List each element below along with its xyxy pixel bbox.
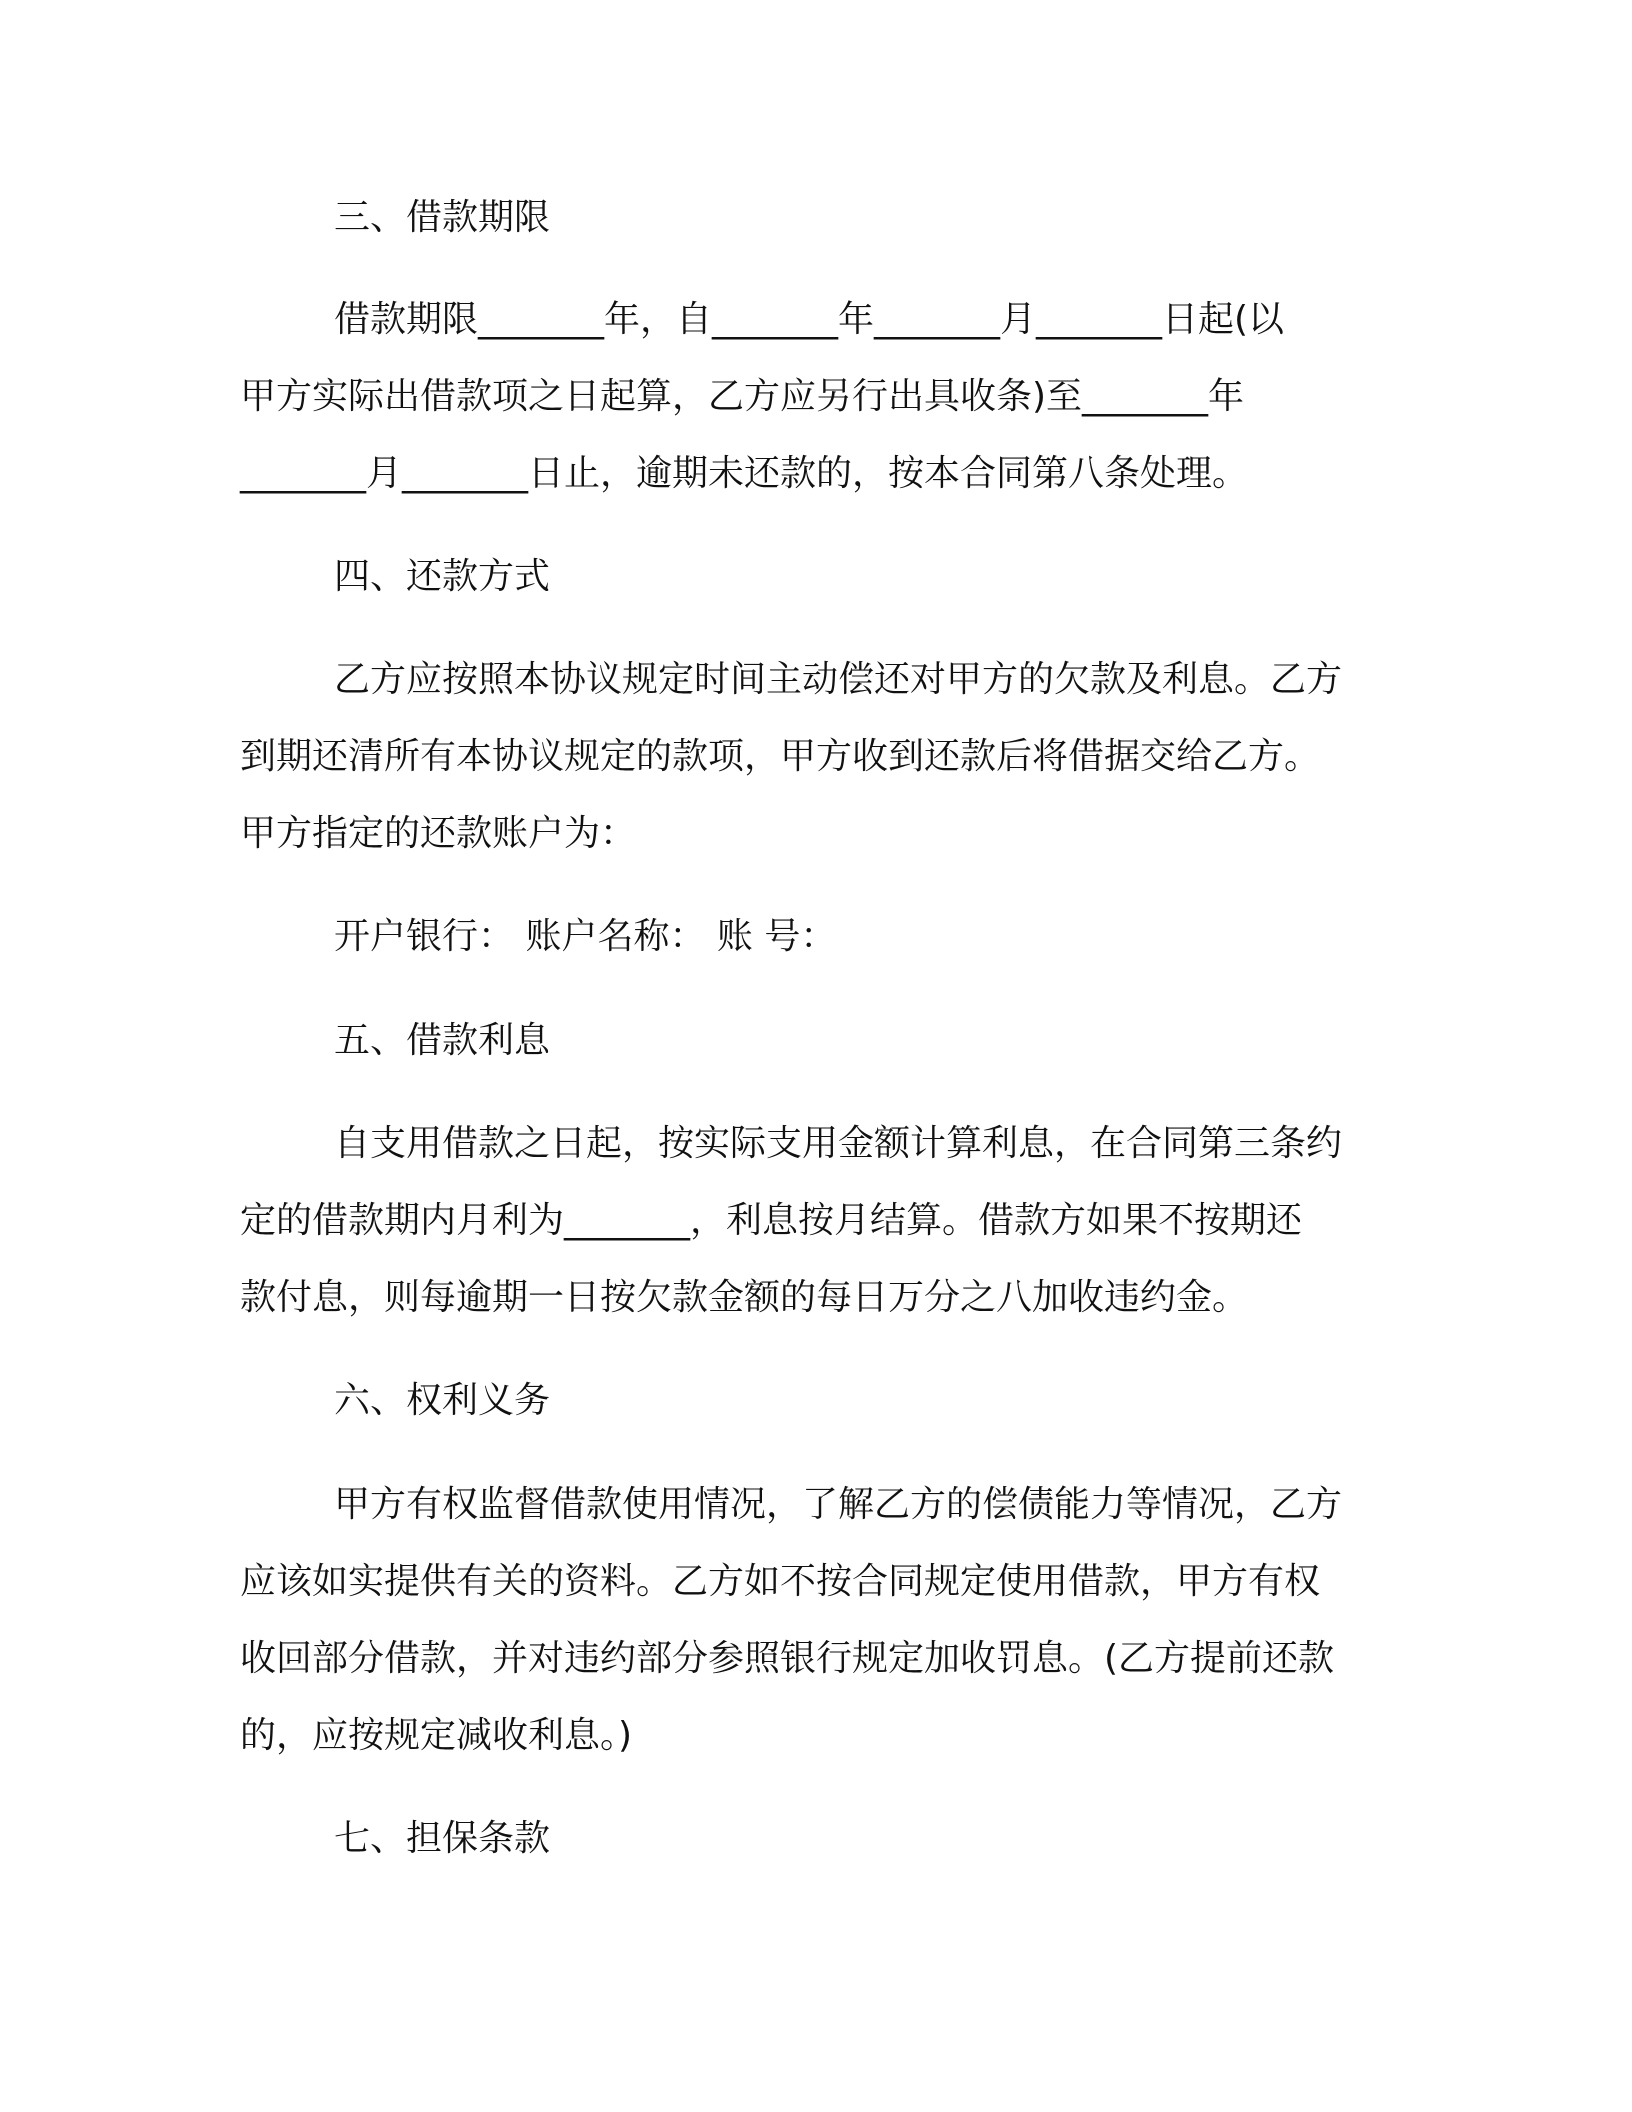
section-heading-loan-interest: 五、借款利息 [334,1020,551,1061]
section-heading-loan-term: 三、借款期限 [334,197,551,238]
section-heading-rights-obligations: 六、权利义务 [334,1380,551,1421]
repayment-line-3: 甲方指定的还款账户为： [240,813,637,854]
section-heading-repayment-method: 四、还款方式 [334,556,551,597]
rights-line-4: 的，应按规定减收利息。) [240,1715,633,1756]
repayment-line-1: 乙方应按照本协议规定时间主动偿还对甲方的欠款及利息。乙方 [334,659,1343,700]
interest-line-2: 定的借款期内月利为_______，利息按月结算。借款方如果不按期还 [240,1200,1303,1241]
loan-term-line-2: 甲方实际出借款项之日起算，乙方应另行出具收条)至_______年 [240,376,1245,417]
loan-term-line-1: 借款期限_______年，自_______年_______月_______日起(以 [334,299,1285,340]
interest-line-1: 自支用借款之日起，按实际支用金额计算利息，在合同第三条约 [334,1123,1343,1164]
account-info-line: 开户银行： 账户名称： 账 号： [334,916,837,957]
interest-line-3: 款付息，则每逾期一日按欠款金额的每日万分之八加收违约金。 [240,1277,1249,1318]
repayment-line-2: 到期还清所有本协议规定的款项，甲方收到还款后将借据交给乙方。 [240,736,1321,777]
rights-line-1: 甲方有权监督借款使用情况，了解乙方的偿债能力等情况，乙方 [334,1484,1343,1525]
loan-term-line-3: _______月_______日止，逾期未还款的，按本合同第八条处理。 [240,453,1249,494]
section-heading-guarantee: 七、担保条款 [334,1818,551,1859]
rights-line-3: 收回部分借款，并对违约部分参照银行规定加收罚息。(乙方提前还款 [240,1638,1335,1679]
rights-line-2: 应该如实提供有关的资料。乙方如不按合同规定使用借款，甲方有权 [240,1561,1321,1602]
